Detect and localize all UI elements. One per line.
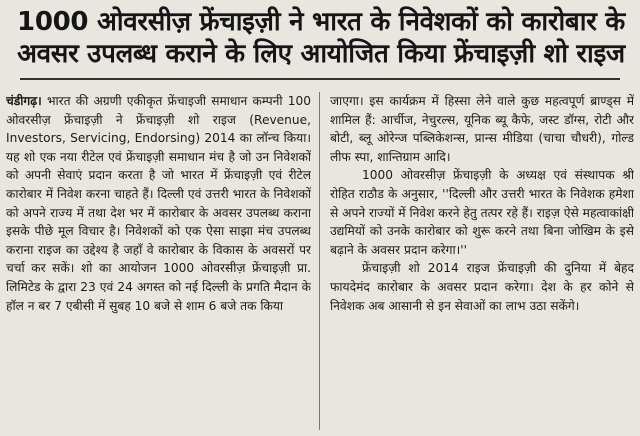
article-left-text: भारत की अग्रणी एकीकृत फ्रेंचाइजी समाधान कम्पनी 100 ओवरसीज़ फ्रेंचाइज़ी ने फ्रेंचाइज़ी शो राइज (Revenue, Investors, Servicing, Endorsing) 2014 का लॉन्च किया। यह शो एक नया रीटेल एवं फ्रेंचाइज़ी समाधान मंच है जो उन निवेशकों को अपनी सेवाएं प्रदान करता है जो भारत में फ्रेंचाइज़ी एवं रीटेल कारोबार में निवेश करना चाहते हैं। दिल्ली एवं उत्तरी भारत के निवेशकों को अपने राज्य में तथा देश भर में कारोबार के अवसर उपलब्ध कराना इसके पीछे मूल विचार है। निवेशकों को एक ऐसा साझा मंच उपलब्ध कराना राइज का उद्देश्य है जहाँ वे कारोबार के विकास के अवसरों पर चर्चा कर सकें। शो का आयोजन 1000 ओवरसीज़ फ्रेंचाइज़ी प्रा. लिमिटेड के द्वारा 23 एवं 24 अगस्त को नई दिल्ली के प्रगति मैदान के हॉल न बर 7 एबीसी में सुबह 10 बजे से शाम 6 बजे तक किया [6,94,311,313]
article-column-left [6,92,311,432]
headline-line-2: अवसर उपलब्ध कराने के लिए आयोजित किया फ्रेंचाइज़ी शो राइज [17,39,625,69]
article-left-paragraph [6,92,311,315]
article-right-paragraph-3: फ्रेंचाइज़ी शो 2014 राइज फ्रेंचाइज़ी की दुनिया में बेहद फायदेमंद कारोबार के अवसर प्रदान करेगा। देश के हर कोने से निवेशक अब आसानी से इन सेवाओं का लाभ उठा सकेंगे। [330,261,634,313]
article-column-right [330,92,634,432]
column-divider [319,92,320,430]
headline [12,6,630,70]
dateline: चंडीगढ़। [6,94,42,108]
article-right-paragraph-2: 1000 ओवरसीज़ फ्रेंचाइज़ी के अध्यक्ष एवं संस्थापक श्री रोहित राठौड के अनुसार, ''दिल्ली और उत्तरी भारत के निवेशक हमेशा से अपने राज्यों में निवेश करने हेतु तत्पर रहे हैं। राइज़ ऐसे महत्वाकांक्षी उद्यमियों को उनके कारोबार को शुरू करने तथा बिना जोखिम के इसे बढ़ाने के अवसर प्रदान करेगा।'' [330,168,634,257]
headline-line-1: 1000 ओवरसीज़ फ्रेंचाइज़ी ने भारत के निवेशकों को कारोबार के [17,7,625,37]
headline-rule [20,78,620,80]
article-right-paragraph-1: जाएगा। इस कार्यक्रम में हिस्सा लेने वाले कुछ महत्वपूर्ण ब्राण्ड्स में शामिल हैं: आर्चीज, नेचुरल्स, यूनिक ब्यू कैफे, जस्ट डॉग्स, रोटी और बोटी, ब्लू ओरेन्ज पब्लिकेशन्स, प्रान्स मीडिया (चाचा चौधरी), गोल्ड लीफ स्पा, शान्तिग्राम आदि। [330,94,634,164]
